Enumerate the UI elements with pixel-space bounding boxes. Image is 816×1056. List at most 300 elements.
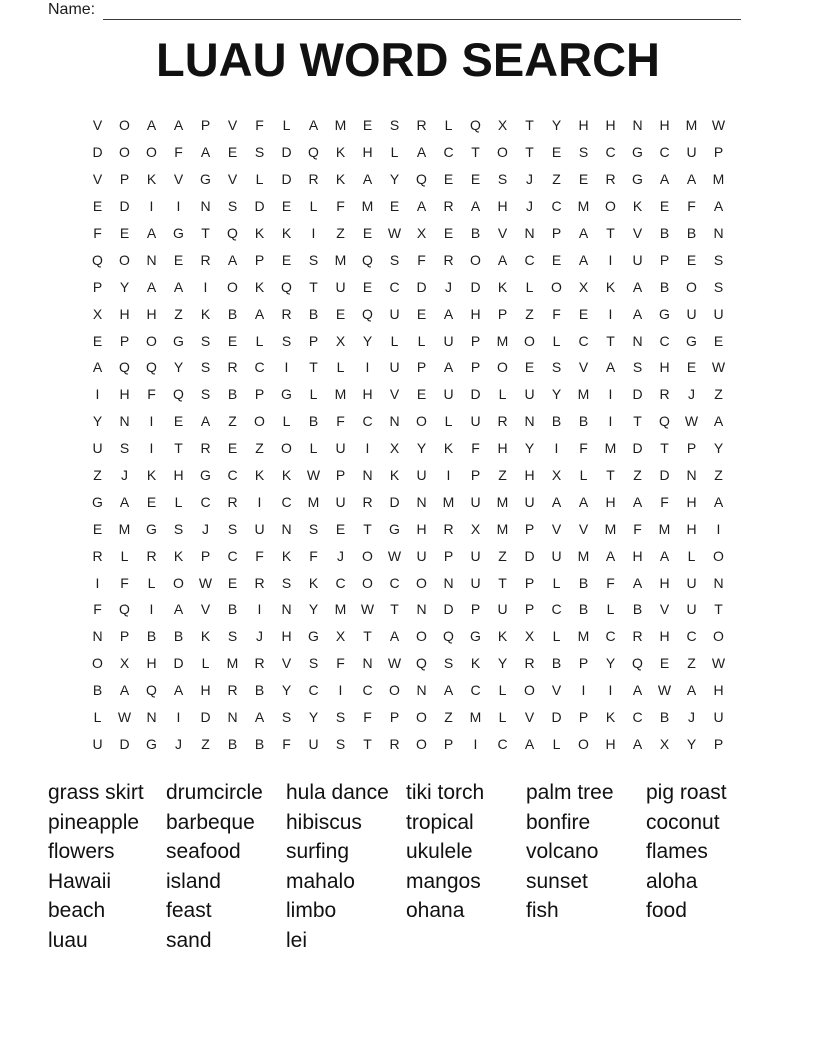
grid-cell: Q (146, 682, 157, 699)
grid-cell: S (335, 735, 346, 752)
grid-cell: R (632, 628, 643, 645)
grid-cell: R (497, 413, 508, 430)
word-item: seafood (166, 840, 241, 864)
word-item: surfing (286, 840, 350, 864)
grid-cell: S (281, 332, 292, 349)
grid-cell: R (227, 493, 238, 510)
grid-cell: E (173, 413, 184, 430)
grid-cell: A (146, 225, 157, 241)
grid-cell: P (578, 655, 589, 672)
grid-cell: R (443, 520, 454, 537)
grid-cell: X (470, 520, 481, 537)
grid-cell: O (416, 628, 427, 645)
grid-cell: B (551, 413, 562, 430)
grid-cell: U (416, 467, 427, 484)
grid-cell: A (632, 493, 643, 510)
grid-cell: V (551, 682, 562, 699)
grid-cell: G (308, 628, 319, 645)
grid-cell: Z (336, 225, 345, 241)
grid-cell: I (608, 305, 613, 322)
grid-cell: A (551, 493, 562, 510)
grid-cell: L (147, 574, 156, 591)
grid-cell: O (524, 682, 535, 699)
grid-cell: C (308, 682, 319, 699)
grid-cell: I (257, 493, 262, 510)
grid-cell: E (227, 440, 238, 457)
grid-cell: S (308, 520, 319, 537)
grid-cell: S (281, 574, 292, 591)
grid-cell: T (390, 601, 399, 618)
grid-cell: B (578, 601, 589, 618)
grid-cell: T (606, 225, 615, 241)
word-item: bonfire (526, 810, 591, 834)
grid-cell: R (443, 251, 454, 268)
grid-cell: G (173, 332, 184, 349)
grid-cell: O (470, 251, 481, 268)
grid-cell: A (524, 735, 535, 752)
grid-cell: L (444, 117, 453, 134)
grid-cell: I (149, 413, 154, 430)
grid-cell: X (497, 117, 508, 134)
grid-cell: U (713, 305, 724, 322)
grid-cell: E (713, 332, 724, 349)
grid-cell: B (146, 628, 157, 645)
grid-cell: K (497, 628, 508, 645)
word-item: coconut (646, 810, 720, 834)
grid-cell: V (281, 655, 292, 672)
grid-cell: C (605, 144, 616, 161)
grid-cell: B (227, 305, 238, 322)
grid-cell: K (254, 225, 265, 241)
grid-cell: E (335, 520, 346, 537)
grid-cell: D (173, 655, 184, 672)
word-item: tropical (406, 810, 474, 834)
grid-cell: A (443, 682, 454, 699)
grid-cell: G (470, 628, 481, 645)
word-item: hula dance (286, 781, 389, 804)
grid-cell: N (416, 601, 427, 618)
grid-cell: Q (416, 655, 427, 672)
grid-cell: L (498, 709, 507, 726)
grid-cell: I (176, 198, 181, 215)
grid-cell: S (227, 198, 238, 215)
grid-cell: U (92, 735, 103, 752)
word-item: sunset (526, 869, 588, 893)
grid-cell: O (416, 709, 427, 726)
grid-cell: W (711, 117, 726, 134)
grid-cell: F (336, 655, 345, 672)
grid-cell: Z (174, 305, 183, 322)
grid-cell: I (608, 386, 613, 403)
grid-cell: V (389, 386, 400, 403)
grid-cell: J (121, 467, 128, 484)
word-item: island (166, 869, 221, 893)
grid-cell: A (578, 251, 589, 268)
grid-cell: E (416, 305, 427, 322)
grid-cell: S (443, 655, 454, 672)
grid-cell: L (498, 682, 507, 699)
grid-cell: B (308, 305, 319, 322)
grid-cell: C (659, 144, 670, 161)
grid-cell: F (255, 117, 264, 134)
grid-cell: B (227, 601, 238, 618)
grid-cell: H (578, 117, 589, 134)
grid-cell: F (147, 386, 156, 403)
grid-cell: C (335, 574, 346, 591)
grid-cell: W (387, 547, 402, 564)
word-item: mangos (406, 869, 481, 893)
grid-cell: C (362, 682, 373, 699)
grid-cell: G (200, 171, 211, 188)
grid-cell: E (227, 332, 238, 349)
grid-cell: Q (227, 225, 238, 241)
grid-cell: M (307, 493, 320, 510)
grid-cell: U (524, 386, 535, 403)
grid-cell: C (632, 709, 643, 726)
grid-cell: A (632, 278, 643, 295)
grid-cell: I (473, 735, 478, 752)
grid-cell: A (146, 117, 157, 134)
grid-cell: E (524, 359, 535, 376)
grid-cell: T (714, 601, 723, 618)
word-list-column (166, 778, 263, 956)
grid-cell: C (443, 144, 454, 161)
word-item: food (646, 899, 687, 923)
grid-cell: A (443, 359, 454, 376)
grid-cell: T (309, 359, 318, 376)
grid-cell: Y (308, 601, 319, 618)
grid-cell: J (202, 520, 209, 537)
grid-cell: B (551, 655, 562, 672)
grid-cell: F (552, 305, 561, 322)
grid-cell: K (389, 467, 400, 484)
grid-cell: R (227, 359, 238, 376)
grid-cell: A (686, 171, 697, 188)
grid-cell: R (227, 682, 238, 699)
grid-cell: C (362, 413, 373, 430)
grid-cell: F (93, 601, 102, 618)
grid-cell: I (608, 413, 613, 430)
grid-cell: B (632, 601, 643, 618)
word-item: ohana (406, 899, 465, 923)
grid-cell: A (227, 251, 238, 268)
grid-cell: K (146, 171, 157, 188)
grid-cell: A (173, 278, 184, 295)
grid-cell: V (578, 520, 589, 537)
grid-cell: P (254, 251, 265, 268)
grid-cell: F (282, 735, 291, 752)
grid-cell: M (334, 117, 347, 134)
word-item: pig roast (646, 781, 727, 804)
grid-cell: G (632, 144, 643, 161)
grid-cell: K (254, 467, 265, 484)
grid-cell: Z (498, 547, 507, 564)
grid-cell: N (119, 413, 130, 430)
grid-cell: E (227, 574, 238, 591)
grid-cell: Y (119, 278, 130, 295)
grid-cell: B (470, 225, 481, 241)
grid-cell: L (336, 359, 345, 376)
grid-cell: S (308, 655, 319, 672)
grid-cell: A (659, 547, 670, 564)
grid-cell: A (443, 305, 454, 322)
grid-cell: H (281, 628, 292, 645)
grid-cell: F (417, 251, 426, 268)
grid-cell: L (255, 332, 264, 349)
grid-cell: E (146, 493, 157, 510)
grid-cell: C (470, 682, 481, 699)
name-row (48, 1, 741, 20)
grid-cell: P (254, 386, 265, 403)
grid-cell: E (578, 305, 589, 322)
grid-cell: Y (524, 440, 535, 457)
grid-cell: A (119, 682, 130, 699)
grid-cell: H (524, 467, 535, 484)
grid-cell: D (389, 493, 400, 510)
grid-cell: E (92, 332, 103, 349)
grid-cell: Y (92, 413, 103, 430)
grid-cell: L (120, 547, 129, 564)
grid-cell: V (632, 225, 643, 241)
grid-cell: B (659, 225, 670, 241)
grid-cell: B (227, 386, 238, 403)
grid-cell: D (254, 198, 265, 215)
grid-cell: X (524, 628, 535, 645)
grid-cell: K (605, 278, 616, 295)
grid-cell: U (686, 305, 697, 322)
grid-cell: A (578, 225, 589, 241)
grid-cell: O (578, 735, 589, 752)
grid-cell: F (687, 198, 696, 215)
grid-cell: B (578, 413, 589, 430)
grid-cell: M (496, 493, 509, 510)
grid-cell: C (524, 251, 535, 268)
grid-cell: A (200, 413, 211, 430)
grid-cell: G (632, 171, 643, 188)
grid-cell: H (146, 305, 157, 322)
grid-cell: R (254, 655, 265, 672)
grid-cell: F (120, 574, 129, 591)
grid-cell: J (688, 386, 695, 403)
word-item: hibiscus (286, 810, 362, 834)
grid-cell: R (416, 117, 427, 134)
grid-cell: S (632, 359, 643, 376)
grid-cell: A (470, 198, 481, 215)
grid-cell: U (686, 574, 697, 591)
grid-cell: C (281, 493, 292, 510)
word-item: drumcircle (166, 781, 263, 804)
grid-cell: A (713, 198, 724, 215)
grid-cell: T (498, 574, 507, 591)
grid-cell: L (282, 117, 291, 134)
grid-cell: Q (659, 413, 670, 430)
grid-cell: H (605, 117, 616, 134)
grid-cell: P (524, 574, 535, 591)
word-item: sand (166, 928, 212, 952)
grid-cell: P (713, 144, 724, 161)
grid-cell: S (713, 278, 724, 295)
word-item: pineapple (48, 810, 140, 834)
grid-cell: N (227, 709, 238, 726)
grid-cell: C (254, 359, 265, 376)
grid-cell: K (200, 628, 211, 645)
grid-cell: Y (551, 117, 562, 134)
grid-cell: S (389, 117, 400, 134)
grid-cell: W (117, 709, 132, 726)
word-item: barbeque (166, 810, 255, 834)
grid-cell: Y (308, 709, 319, 726)
grid-cell: B (173, 628, 184, 645)
grid-cell: L (444, 413, 453, 430)
grid-cell: F (660, 493, 669, 510)
grid-cell: C (227, 467, 238, 484)
grid-cell: M (334, 386, 347, 403)
grid-cell: T (201, 225, 210, 241)
grid-cell: C (659, 332, 670, 349)
grid-cell: L (390, 332, 399, 349)
grid-cell: G (92, 493, 103, 510)
grid-cell: D (281, 171, 292, 188)
grid-cell: Z (255, 440, 264, 457)
grid-cell: U (254, 520, 265, 537)
grid-cell: H (659, 628, 670, 645)
grid-cell: N (713, 225, 724, 241)
grid-cell: R (443, 198, 454, 215)
grid-cell: I (608, 251, 613, 268)
grid-cell: O (524, 332, 535, 349)
grid-cell: M (577, 386, 590, 403)
grid-cell: P (497, 305, 508, 322)
grid-cell: W (657, 682, 672, 699)
grid-cell: U (335, 278, 346, 295)
grid-cell: C (389, 574, 400, 591)
grid-cell: I (95, 574, 100, 591)
grid-cell: I (716, 520, 721, 537)
grid-cell: Z (552, 171, 561, 188)
grid-cell: L (309, 198, 318, 215)
grid-cell: Z (714, 467, 723, 484)
grid-cell: H (605, 493, 616, 510)
grid-cell: X (335, 332, 346, 349)
grid-cell: X (416, 225, 427, 241)
grid-cell: S (389, 251, 400, 268)
grid-cell: L (309, 440, 318, 457)
grid-cell: I (608, 682, 613, 699)
word-item: palm tree (526, 781, 614, 804)
grid-cell: A (254, 305, 265, 322)
grid-cell: X (578, 278, 589, 295)
grid-cell: J (526, 171, 533, 188)
grid-cell: K (335, 171, 346, 188)
grid-cell: D (92, 144, 103, 161)
grid-cell: A (632, 574, 643, 591)
grid-cell: V (92, 171, 103, 188)
grid-cell: F (471, 440, 480, 457)
grid-cell: N (524, 413, 535, 430)
grid-cell: I (365, 440, 370, 457)
grid-cell: B (254, 682, 265, 699)
grid-cell: S (200, 359, 211, 376)
grid-cell: O (119, 117, 130, 134)
grid-cell: L (309, 386, 318, 403)
grid-cell: E (551, 251, 562, 268)
grid-cell: O (146, 332, 157, 349)
grid-cell: P (470, 467, 481, 484)
grid-cell: Q (119, 359, 130, 376)
grid-cell: J (175, 735, 182, 752)
grid-cell: P (551, 225, 562, 241)
grid-cell: P (578, 709, 589, 726)
grid-cell: W (387, 655, 402, 672)
grid-cell: E (362, 225, 373, 241)
grid-cell: V (497, 225, 508, 241)
grid-cell: S (281, 709, 292, 726)
grid-cell: Y (605, 655, 616, 672)
grid-cell: R (605, 171, 616, 188)
grid-cell: A (416, 144, 427, 161)
grid-cell: A (659, 171, 670, 188)
grid-cell: P (200, 547, 211, 564)
grid-cell: H (119, 305, 130, 322)
grid-cell: N (281, 520, 292, 537)
grid-cell: U (686, 601, 697, 618)
grid-cell: E (551, 144, 562, 161)
grid-cell: O (362, 574, 373, 591)
grid-cell: Z (525, 305, 534, 322)
grid-cell: L (201, 655, 210, 672)
grid-cell: A (605, 359, 616, 376)
word-item: mahalo (286, 869, 355, 893)
grid-cell: M (334, 251, 347, 268)
grid-cell: U (497, 601, 508, 618)
grid-cell: U (389, 359, 400, 376)
grid-cell: E (659, 655, 670, 672)
grid-cell: S (200, 386, 211, 403)
grid-cell: N (389, 413, 400, 430)
grid-cell: P (470, 601, 481, 618)
grid-cell: U (632, 251, 643, 268)
grid-cell: X (119, 655, 130, 672)
grid-cell: S (308, 251, 319, 268)
grid-cell: W (387, 225, 402, 241)
grid-cell: F (579, 440, 588, 457)
grid-cell: J (445, 278, 452, 295)
grid-cell: M (496, 332, 509, 349)
grid-cell: U (443, 332, 454, 349)
grid-cell: O (416, 413, 427, 430)
grid-cell: B (254, 735, 265, 752)
grid-cell: W (711, 359, 726, 376)
grid-cell: S (578, 144, 589, 161)
grid-cell: O (173, 574, 184, 591)
grid-cell: L (390, 144, 399, 161)
grid-cell: R (308, 171, 319, 188)
grid-cell: T (174, 440, 183, 457)
grid-cell: K (281, 547, 292, 564)
word-item: limbo (286, 899, 337, 923)
grid-cell: Y (281, 682, 292, 699)
grid-cell: F (255, 547, 264, 564)
grid-cell: E (227, 144, 238, 161)
grid-cell: S (497, 171, 508, 188)
grid-cell: N (92, 628, 103, 645)
grid-cell: H (416, 520, 427, 537)
grid-cell: O (389, 682, 400, 699)
grid-cell: M (118, 520, 131, 537)
grid-cell: O (497, 144, 508, 161)
grid-cell: C (200, 493, 211, 510)
grid-cell: Z (228, 413, 237, 430)
